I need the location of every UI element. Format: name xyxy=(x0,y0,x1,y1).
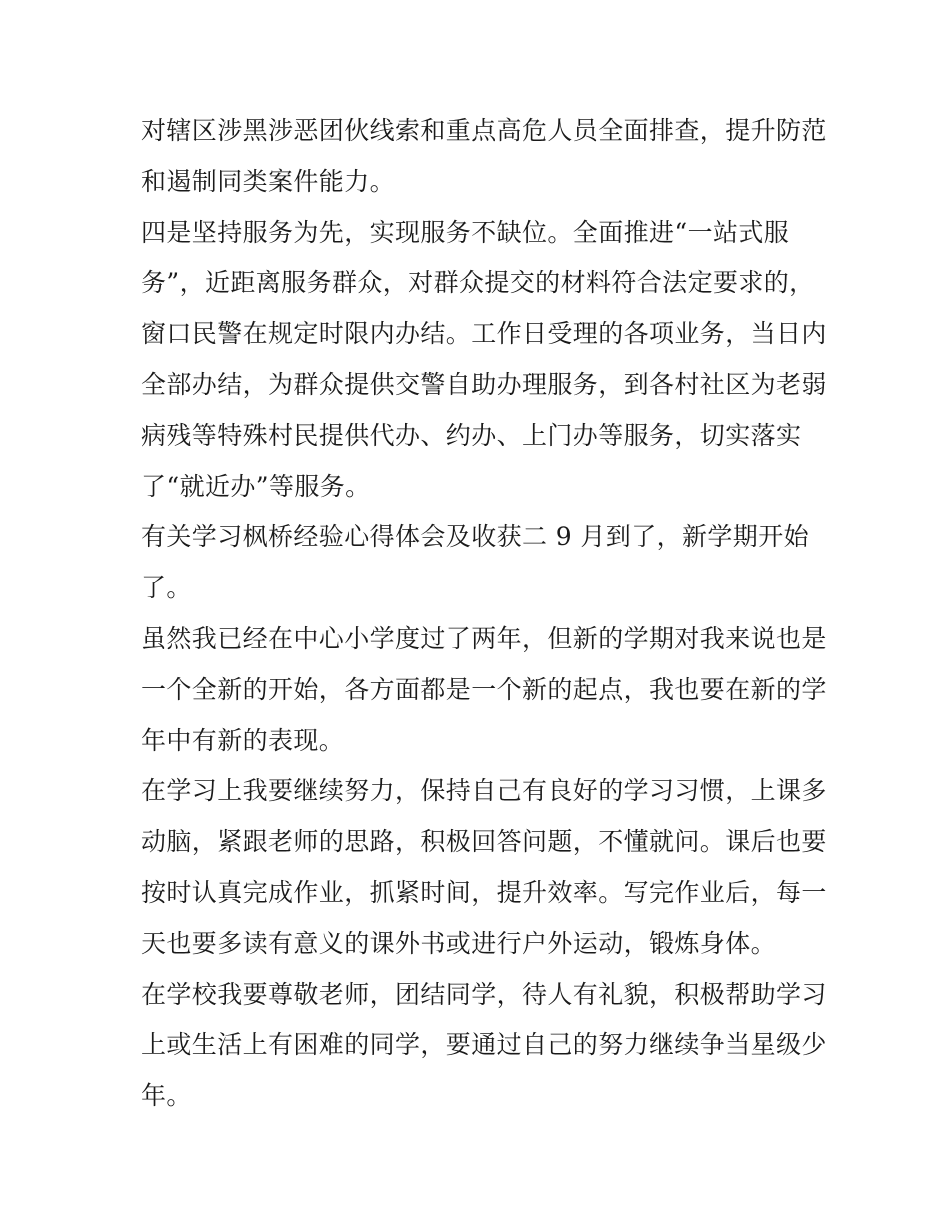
text-line: 一个全新的开始，各方面都是一个新的起点，我也要在新的学 xyxy=(141,674,827,704)
text-line: 天也要多读有意义的课外书或进行户外运动，锻炼身体。 xyxy=(141,928,777,958)
text-line: 了。 xyxy=(141,573,192,603)
text-line: 四是坚持服务为先，实现服务不缺位。全面推进“一站式服 xyxy=(141,217,790,247)
text-line: 按时认真完成作业，抓紧时间，提升效率。写完作业后，每一 xyxy=(141,877,827,907)
text-line: 动脑，紧跟老师的思路，积极回答问题，不懂就问。课后也要 xyxy=(141,827,827,857)
text-line: 病残等特殊村民提供代办、约办、上门办等服务，切实落实 xyxy=(141,420,802,450)
text-line: 年中有新的表现。 xyxy=(141,725,345,755)
text-line: 虽然我已经在中心小学度过了两年，但新的学期对我来说也是 xyxy=(141,623,827,653)
text-line: 全部办结，为群众提供交警自助办理服务，到各村社区为老弱 xyxy=(141,369,827,399)
text-line: 务”，近距离服务群众，对群众提交的材料符合法定要求的， xyxy=(141,268,815,298)
text-line: 上或生活上有困难的同学，要通过自己的努力继续争当星级少 xyxy=(141,1030,827,1060)
text-line: 在学校我要尊敬老师，团结同学，待人有礼貌，积极帮助学习 xyxy=(141,979,827,1009)
text-line: 对辖区涉黑涉恶团伙线索和重点高危人员全面排查，提升防范 xyxy=(141,116,827,145)
text-line: 了“就近办”等服务。 xyxy=(141,471,371,501)
text-line: 在学习上我要继续努力，保持自己有良好的学习习惯，上课多 xyxy=(141,776,827,806)
text-line: 年。 xyxy=(141,1081,192,1111)
document-body xyxy=(141,106,827,1122)
text-line: 和遏制同类案件能力。 xyxy=(141,166,396,196)
text-line: 有关学习枫桥经验心得体会及收获二 9 月到了，新学期开始 xyxy=(141,522,810,552)
text-line: 窗口民警在规定时限内办结。工作日受理的各项业务，当日内 xyxy=(141,319,827,349)
